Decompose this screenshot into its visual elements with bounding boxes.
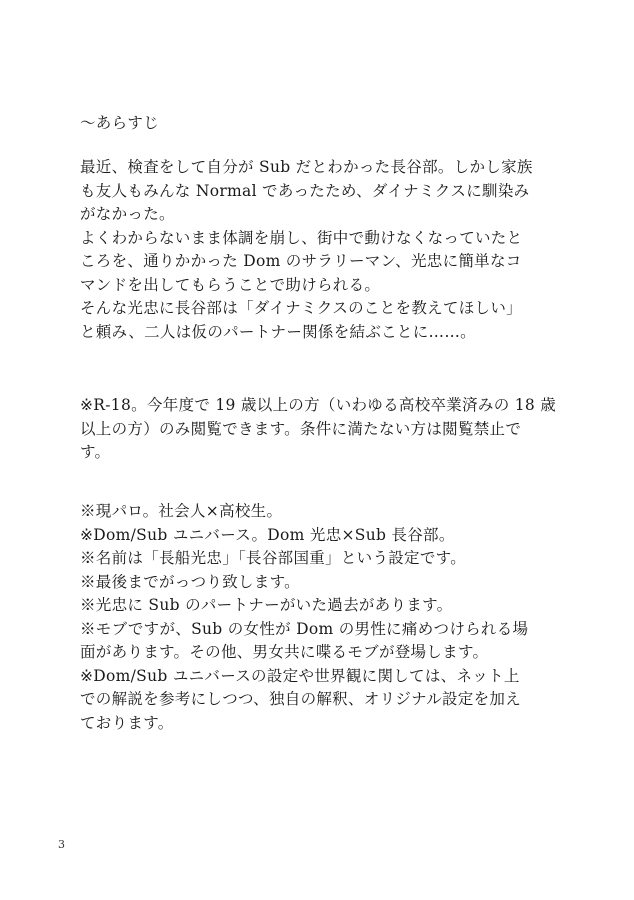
note-line: 面があります。その他、男女共に喋るモブが登場します。 bbox=[80, 643, 489, 661]
warning-line: 以上の方）のみ閲覧できます。条件に満たない方は閲覧禁止で bbox=[80, 419, 522, 438]
page-number: 3 bbox=[58, 838, 65, 851]
notes-list bbox=[80, 500, 550, 735]
synopsis-line: 最近、検査をして自分が Sub だとわかった長谷部。しかし家族 bbox=[80, 158, 533, 176]
note-line: での解説を参考にしつつ、独自の解釈、オリジナル設定を加え bbox=[80, 690, 522, 708]
synopsis-line: よくわからないまま体調を崩し、街中で動けなくなっていたと bbox=[80, 228, 523, 247]
synopsis-line: がなかった。 bbox=[80, 205, 175, 223]
synopsis-line: ころを、通りかかった Dom のサラリーマン、光忠に簡単なコ bbox=[80, 252, 522, 270]
synopsis-line: と頼み、二人は仮のパートナー関係を結ぶことに……。 bbox=[80, 322, 476, 341]
note-line: ※光忠に Sub のパートナーがいた過去があります。 bbox=[80, 596, 453, 614]
synopsis-line: マンドを出してもらうことで助けられる。 bbox=[80, 275, 381, 294]
note-line: ※Dom/Sub ユニバース。Dom 光忠×Sub 長谷部。 bbox=[80, 525, 455, 544]
synopsis-heading bbox=[80, 112, 550, 136]
warning-line: ※R-18。今年度で 19 歳以上の方（いわゆる高校卒業済みの 18 歳 bbox=[80, 396, 557, 414]
note-line: ※現パロ。社会人×高校生。 bbox=[80, 502, 283, 520]
heading-text: ～あらすじ bbox=[80, 114, 160, 132]
synopsis-line: も友人もみんな Normal であったため、ダイナミクスに馴染み bbox=[80, 181, 530, 200]
note-line: ております。 bbox=[80, 713, 174, 732]
synopsis-line: そんな光忠に長谷部は「ダイナミクスのことを教えてほしい」 bbox=[80, 299, 522, 317]
synopsis-paragraph bbox=[80, 156, 550, 344]
note-line: ※最後までがっつり致します。 bbox=[80, 572, 300, 591]
age-warning-paragraph bbox=[80, 394, 557, 465]
warning-line: す。 bbox=[80, 443, 111, 461]
note-line: ※モブですが、Sub の女性が Dom の男性に痛めつけられる場 bbox=[80, 619, 529, 638]
note-line: ※Dom/Sub ユニバースの設定や世界観に関しては、ネット上 bbox=[80, 666, 520, 685]
note-line: ※名前は「長船光忠」「長谷部国重」という設定です。 bbox=[80, 549, 467, 567]
